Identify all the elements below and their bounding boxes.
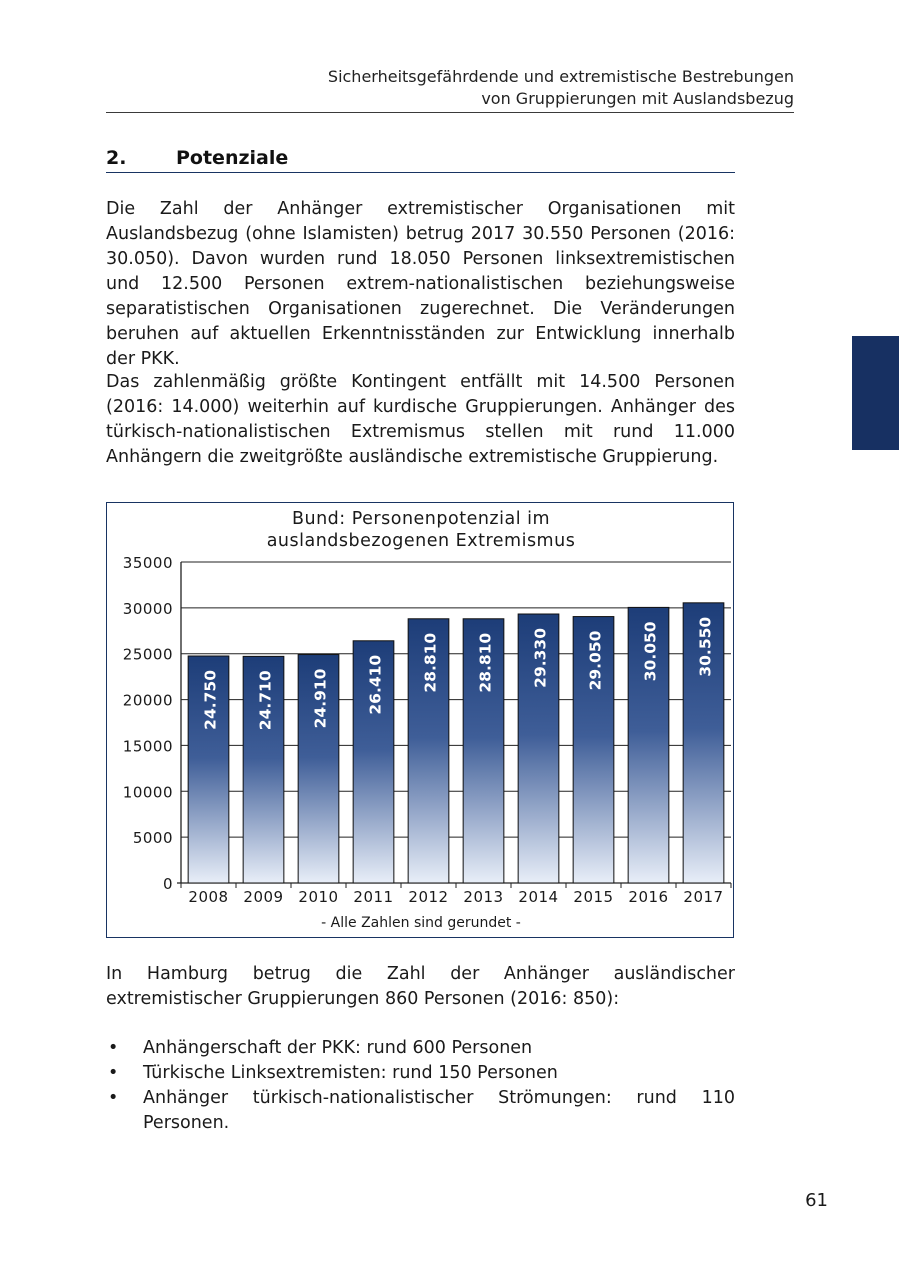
x-tick-label: 2009 bbox=[243, 888, 284, 906]
bullet-marker: • bbox=[108, 1088, 119, 1108]
y-tick-label: 20000 bbox=[122, 691, 173, 710]
bar-value-label: 24.750 bbox=[201, 670, 220, 730]
list-item-text: Türkische Linksextremisten: rund 150 Personen bbox=[143, 1063, 558, 1083]
list-item-text: Anhänger türkisch-nationalistischer Strömungen: rund 110 Personen. bbox=[143, 1088, 735, 1133]
page-number: 61 bbox=[805, 1190, 828, 1211]
running-head-line-1: Sicherheitsgefährdende und extremistische Bestrebungen bbox=[327, 67, 794, 86]
running-head bbox=[194, 66, 794, 110]
list-item-text: Anhängerschaft der PKK: rund 600 Personen bbox=[143, 1038, 533, 1058]
bar-value-label: 24.910 bbox=[311, 668, 330, 729]
chart-frame bbox=[106, 502, 734, 938]
chapter-tab-marker bbox=[852, 336, 899, 450]
bar-value-label: 29.330 bbox=[531, 628, 550, 688]
y-tick-label: 0 bbox=[162, 875, 173, 893]
y-tick-label: 5000 bbox=[132, 829, 173, 848]
paragraph-intro: Die Zahl der Anhänger extremistischer Organisationen mit Auslandsbezug (ohne Islamisten) betrug 2017 30.550 Personen (2016: 30.050). Davon wurden rund 18.050 Personen linksextremistischen und 12.500 Personen extrem-nationalistischen beziehungsweise separatistischen Organisationen zugerechnet. Die Veränderungen beruhen auf aktuellen Erkenntnisständen zur Entwicklung innerhalb der PKK. bbox=[106, 199, 735, 369]
y-tick-label: 30000 bbox=[122, 599, 173, 618]
list-item bbox=[106, 1061, 735, 1086]
y-tick-label: 35000 bbox=[122, 554, 173, 572]
x-tick-label: 2014 bbox=[518, 888, 559, 906]
paragraph-kontingent: Das zahlenmäßig größte Kontingent entfällt mit 14.500 Personen (2016: 14.000) weiterhin auf kurdische Gruppierungen. Anhänger des türkisch-nationalistischen Extremismus stellen mit rund 11.000 Anhängern die zweitgrößte ausländische extremistische Gruppierung. bbox=[106, 372, 735, 467]
bar-value-label: 26.410 bbox=[366, 654, 385, 715]
bullet-marker: • bbox=[108, 1063, 119, 1083]
section-heading bbox=[106, 146, 735, 173]
y-tick-label: 15000 bbox=[122, 737, 173, 756]
bar-chart bbox=[107, 503, 735, 939]
section-number: 2. bbox=[106, 147, 127, 169]
x-tick-label: 2016 bbox=[628, 888, 669, 906]
bar-value-label: 28.810 bbox=[476, 632, 495, 693]
list-item bbox=[106, 1036, 735, 1061]
paragraph-hamburg: In Hamburg betrug die Zahl der Anhänger ausländischer extremistischer Gruppierungen 860 Personen (2016: 850): bbox=[106, 964, 735, 1009]
bar-value-label: 30.050 bbox=[641, 621, 660, 682]
bar-value-label: 24.710 bbox=[256, 670, 275, 731]
y-tick-label: 25000 bbox=[122, 645, 173, 664]
bar-value-label: 29.050 bbox=[586, 630, 605, 691]
chart-title-line: Bund: Personenpotenzial im bbox=[291, 509, 551, 529]
chart-footnote: - Alle Zahlen sind gerundet - bbox=[321, 915, 521, 931]
running-head-line-2: von Gruppierungen mit Auslandsbezug bbox=[481, 89, 794, 108]
y-tick-label: 10000 bbox=[122, 783, 173, 802]
x-tick-label: 2015 bbox=[573, 888, 614, 906]
bullet-list bbox=[106, 1036, 735, 1136]
list-item bbox=[106, 1086, 735, 1136]
x-tick-label: 2013 bbox=[463, 888, 504, 906]
x-tick-label: 2008 bbox=[188, 888, 229, 906]
x-tick-label: 2011 bbox=[353, 888, 394, 906]
bar-value-label: 28.810 bbox=[421, 632, 440, 693]
header-rule bbox=[106, 112, 794, 113]
bar-value-label: 30.550 bbox=[696, 616, 715, 677]
chart-title-line: auslandsbezogenen Extremismus bbox=[266, 531, 576, 551]
x-tick-label: 2010 bbox=[298, 888, 339, 906]
x-tick-label: 2012 bbox=[408, 888, 449, 906]
bullet-marker: • bbox=[108, 1038, 119, 1058]
section-title: Potenziale bbox=[176, 147, 289, 169]
x-tick-label: 2017 bbox=[683, 888, 724, 906]
